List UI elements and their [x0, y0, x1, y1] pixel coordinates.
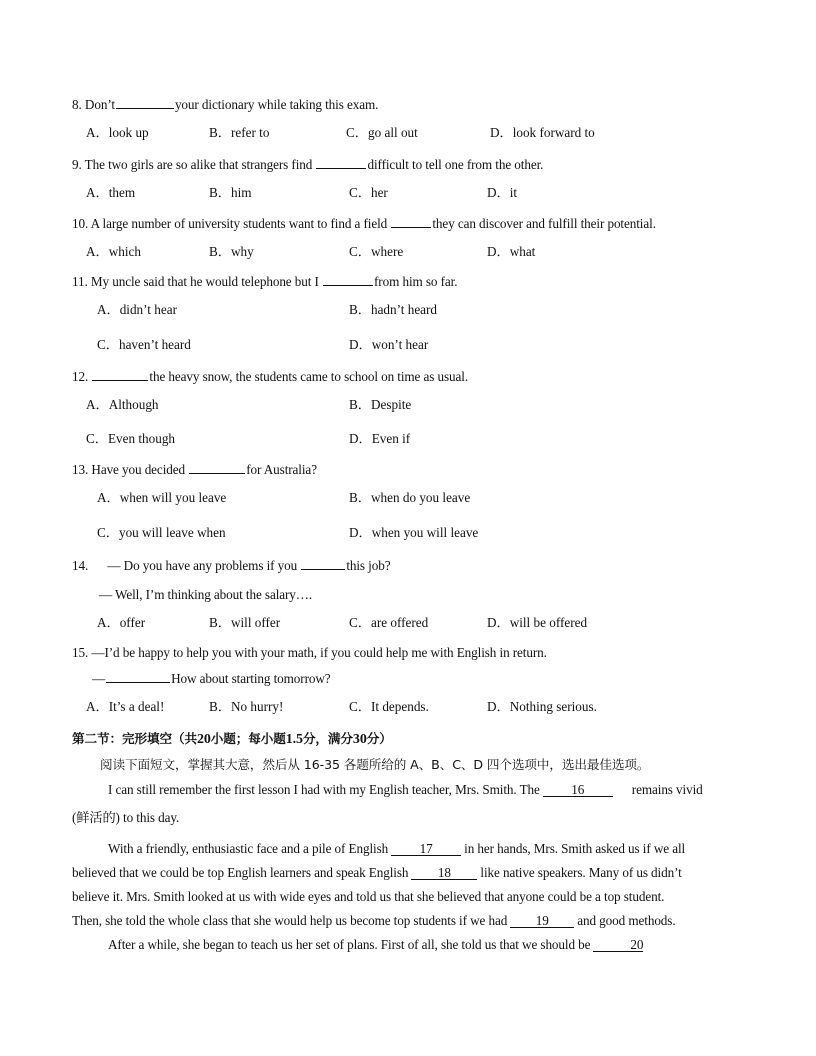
question-stem-pre: My uncle said that he would telephone but I	[90, 274, 319, 289]
option-a: A．didn’t hear	[97, 302, 177, 317]
passage-line	[108, 841, 685, 857]
question-stem-post: they can discover and fulfill their potential.	[432, 216, 656, 231]
dash: —	[92, 671, 106, 686]
dialogue-line-1: —I’d be happy to help you with your math, if you could help me with English in return.	[91, 645, 547, 660]
option-d: D．it	[487, 185, 518, 200]
option-b: B．Despite	[349, 397, 412, 412]
answer-blank	[316, 156, 366, 169]
question-stem-post: from him so far.	[374, 274, 458, 289]
option-a: A．look up	[86, 125, 149, 140]
question-number: 15.	[72, 645, 89, 660]
dialogue-line-1-pre: — Do you have any problems if you	[107, 558, 298, 573]
question-number: 10.	[72, 216, 89, 231]
option-a: A．offer	[97, 615, 146, 630]
passage-line	[72, 865, 682, 881]
question-stem-post: difficult to tell one from the other.	[367, 157, 544, 172]
option-d: D．when you will leave	[349, 525, 479, 540]
option-d: D．will be offered	[487, 615, 588, 630]
section-instruction: 阅读下面短文，掌握其大意，然后从 16-35 各题所给的 A、B、C、D 四个选项中，选出最佳选项。	[100, 757, 650, 772]
question-stem-pre: The two girls are so alike that strangers find	[84, 157, 313, 172]
option-c: C．where	[349, 244, 404, 259]
heading-number: 30	[352, 732, 367, 747]
option-a: A．Although	[86, 397, 159, 412]
option-b: B．why	[209, 244, 254, 259]
option-b: B．will offer	[209, 615, 281, 630]
option-a: A．It’s a deal!	[86, 699, 165, 714]
passage-text: and good methods.	[577, 913, 676, 928]
option-d: D．Nothing serious.	[487, 699, 597, 714]
passage-text: After a while, she began to teach us her set of plans. First of all, she told us that we should be	[108, 937, 591, 952]
cloze-number: 18	[437, 865, 451, 880]
question-12	[72, 368, 468, 385]
passage-text: I can still remember the first lesson I had with my English teacher, Mrs. Smith. The	[108, 782, 540, 797]
heading-number: 1.5	[285, 732, 303, 747]
option-b: B．refer to	[209, 125, 270, 140]
answer-blank	[116, 96, 174, 109]
cloze-number: 16	[571, 782, 585, 797]
option-c: C．her	[349, 185, 388, 200]
question-stem-post: the heavy snow, the students came to school on time as usual.	[149, 369, 469, 384]
answer-blank	[189, 461, 245, 474]
option-a: A．which	[86, 244, 141, 259]
question-number: 9.	[72, 157, 82, 172]
passage-line: believe it. Mrs. Smith looked at us with wide eyes and told us that she believed that anyone could be a top student.	[72, 889, 665, 904]
question-number: 13.	[72, 462, 89, 477]
heading-part: 第二节：完形填空（共	[72, 731, 197, 746]
dialogue-line-2: — Well, I’m thinking about the salary….	[99, 587, 313, 602]
cloze-blank-16	[543, 782, 613, 797]
cloze-blank-20	[593, 937, 643, 952]
option-c: C．you will leave when	[97, 525, 226, 540]
option-c: C．Even though	[86, 431, 176, 446]
section-heading	[72, 731, 392, 748]
question-14	[72, 557, 390, 574]
question-number: 11.	[72, 274, 88, 289]
passage-line: (鲜活的) to this day.	[72, 810, 180, 825]
option-d: D．look forward to	[490, 125, 595, 140]
question-number: 14.	[72, 558, 89, 573]
option-d: D．won’t hear	[349, 337, 429, 352]
option-b: B．him	[209, 185, 252, 200]
passage-line	[108, 937, 646, 953]
passage-text: like native speakers. Many of us didn’t	[480, 865, 682, 880]
option-a: A．when will you leave	[97, 490, 227, 505]
passage-line	[108, 782, 703, 798]
answer-blank	[106, 670, 170, 683]
answer-blank	[301, 557, 345, 570]
question-stem-post: for Australia?	[246, 462, 317, 477]
question-13	[72, 461, 317, 478]
option-b: B．when do you leave	[349, 490, 471, 505]
answer-blank	[323, 273, 373, 286]
question-9	[72, 156, 543, 173]
dialogue-line-1-post: this job?	[346, 558, 391, 573]
option-c: C．go all out	[346, 125, 418, 140]
cloze-blank-18	[411, 865, 477, 880]
heading-part: 分，满分	[302, 731, 353, 746]
option-d: D．Even if	[349, 431, 411, 446]
heading-number: 20	[196, 732, 211, 747]
question-stem-pre: Don’t	[84, 97, 115, 112]
question-10	[72, 215, 656, 232]
passage-text: believed that we could be top English learners and speak English	[72, 865, 409, 880]
heading-part: 分）	[366, 731, 392, 746]
option-b: B．No hurry!	[209, 699, 284, 714]
cloze-blank-19	[510, 913, 574, 928]
passage-line	[72, 913, 676, 929]
answer-blank	[92, 368, 148, 381]
cloze-number: 19	[535, 913, 549, 928]
option-d: D．what	[487, 244, 536, 259]
option-b: B．hadn’t heard	[349, 302, 438, 317]
question-11	[72, 273, 457, 290]
passage-text: remains vivid	[631, 782, 703, 797]
passage-text: With a friendly, enthusiastic face and a pile of English	[108, 841, 389, 856]
option-c: C．haven’t heard	[97, 337, 191, 352]
question-stem-pre: A large number of university students want to find a field	[90, 216, 388, 231]
question-stem-post: your dictionary while taking this exam.	[174, 97, 379, 112]
question-8	[72, 96, 378, 113]
cloze-blank-17	[391, 841, 461, 856]
heading-part: 小题；每小题	[210, 731, 286, 746]
dialogue-line-2-post: How about starting tomorrow?	[171, 671, 331, 686]
passage-text: Then, she told the whole class that she would help us become top students if we had	[72, 913, 508, 928]
option-c: C．are offered	[349, 615, 429, 630]
option-a: A．them	[86, 185, 136, 200]
question-number: 8.	[72, 97, 82, 112]
answer-blank	[391, 215, 431, 228]
dialogue-line-2	[92, 670, 331, 687]
option-c: C．It depends.	[349, 699, 429, 714]
passage-text: in her hands, Mrs. Smith asked us if we all	[464, 841, 686, 856]
question-15	[72, 645, 547, 661]
cloze-number: 20	[630, 937, 644, 952]
question-stem-pre: Have you decided	[91, 462, 185, 477]
cloze-number: 17	[419, 841, 433, 856]
question-number: 12.	[72, 369, 89, 384]
